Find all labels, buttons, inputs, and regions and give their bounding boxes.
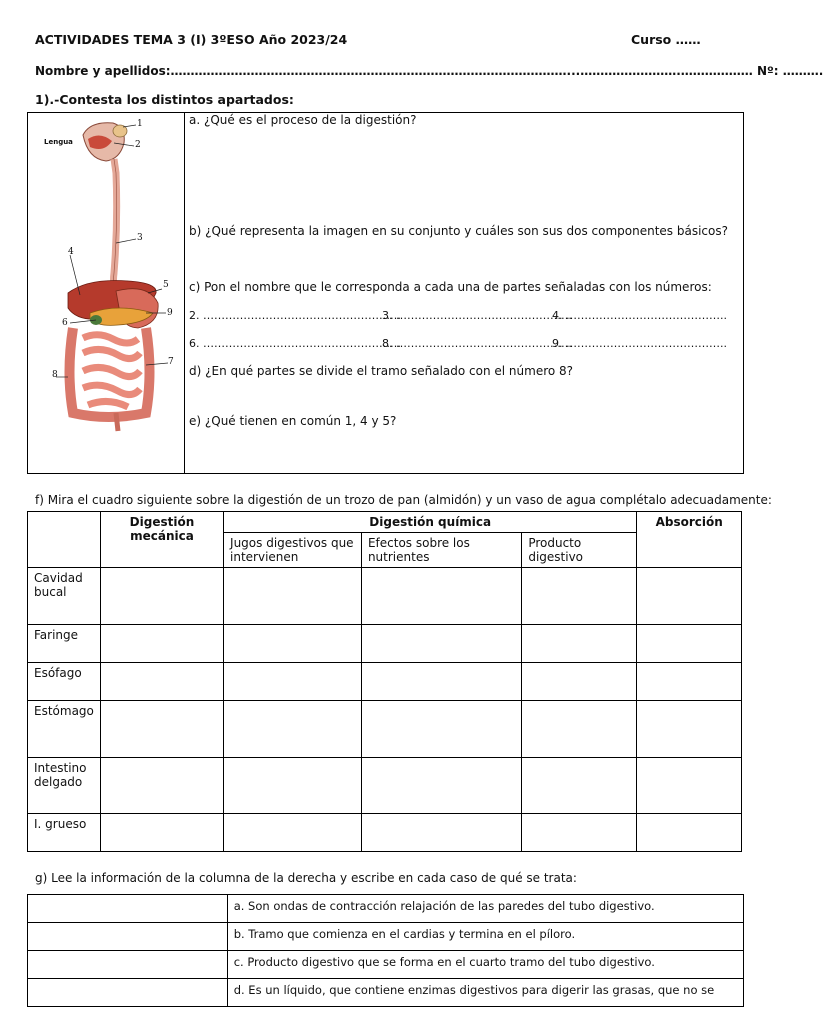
table-cell[interactable]	[100, 568, 223, 625]
label-9: 9	[167, 308, 173, 318]
curso-field: Curso ……	[631, 32, 701, 47]
label-8: 8	[52, 370, 58, 380]
table-cell[interactable]	[637, 568, 742, 625]
definition-cell: c. Producto digestivo que se forma en el cuarto tramo del tubo digestivo.	[227, 951, 743, 979]
table-cell[interactable]	[637, 663, 742, 701]
question-c: c) Pon el nombre que le corresponda a cada una de partes señaladas con los números:	[189, 280, 712, 294]
table-cell[interactable]	[361, 814, 521, 852]
section1-title: 1).-Contesta los distintos apartados:	[35, 92, 294, 107]
table-cell[interactable]	[224, 814, 362, 852]
label-1: 1	[137, 119, 143, 129]
answer-cell[interactable]	[28, 895, 228, 923]
header-jugos: Jugos digestivos que intervienen	[224, 533, 362, 568]
question-b: b) ¿Qué representa la imagen en su conjunto y cuáles son sus dos componentes básicos?	[189, 224, 728, 238]
definition-cell: a. Son ondas de contracción relajación de las paredes del tubo digestivo.	[227, 895, 743, 923]
table-cell[interactable]	[224, 625, 362, 663]
definition-cell: d. Es un líquido, que contiene enzimas digestivos para digerir las grasas, que no se	[227, 979, 743, 1007]
table-cell[interactable]	[361, 568, 521, 625]
label-2: 2	[135, 140, 141, 150]
sectiong-title: g) Lee la información de la columna de la derecha y escribe en cada caso de qué se trata:	[35, 871, 577, 885]
answer-line-2[interactable]: 2. ………………………………………………	[189, 309, 401, 322]
table-cell[interactable]	[224, 663, 362, 701]
digestion-table	[27, 511, 742, 852]
table-cell[interactable]	[522, 568, 637, 625]
table-cell[interactable]	[224, 568, 362, 625]
table-cell[interactable]	[637, 701, 742, 758]
table-cell[interactable]	[637, 814, 742, 852]
definition-cell: b. Tramo que comienza en el cardias y termina en el píloro.	[227, 923, 743, 951]
answer-line-4[interactable]: 4. ……………………………………..	[552, 309, 727, 322]
nombre-field: Nombre y apellidos:………………………………………………………………………………………...…………………….……………… Nº: ……….	[35, 64, 823, 78]
label-7: 7	[168, 357, 174, 367]
question-a: a. ¿Qué es el proceso de la digestión?	[189, 113, 417, 127]
table-cell[interactable]	[361, 758, 521, 814]
header-mecanica: Digestión mecánica	[100, 512, 223, 568]
answer-line-8[interactable]: 8. …………………………………………	[382, 337, 572, 350]
label-lengua: Lengua	[44, 138, 73, 146]
header-absorcion: Absorción	[637, 512, 742, 568]
table-cell[interactable]	[224, 758, 362, 814]
table-cell[interactable]	[100, 663, 223, 701]
table-cell[interactable]	[522, 758, 637, 814]
row-label: I. grueso	[28, 814, 101, 852]
table-cell[interactable]	[522, 814, 637, 852]
question-e: e) ¿Qué tienen en común 1, 4 y 5?	[189, 414, 397, 428]
table-cell[interactable]	[100, 814, 223, 852]
table-cell[interactable]	[361, 663, 521, 701]
table-cell[interactable]	[361, 625, 521, 663]
sectionf-title: f) Mira el cuadro siguiente sobre la digestión de un trozo de pan (almidón) y un vaso de agua complétalo adecuadamente:	[35, 493, 772, 507]
label-6: 6	[62, 318, 68, 328]
header-efectos: Efectos sobre los nutrientes	[361, 533, 521, 568]
answer-cell[interactable]	[28, 979, 228, 1007]
label-3: 3	[137, 233, 143, 243]
row-label: Intestino delgado	[28, 758, 101, 814]
label-5: 5	[163, 280, 169, 290]
worksheet-title: ACTIVIDADES TEMA 3 (I) 3ºESO Año 2023/24	[35, 32, 348, 47]
table-cell[interactable]	[637, 625, 742, 663]
digestive-system-illustration	[28, 113, 184, 473]
answer-line-6[interactable]: 6. ………………………………………………	[189, 337, 401, 350]
table-cell[interactable]	[361, 701, 521, 758]
row-label: Faringe	[28, 625, 101, 663]
table-cell[interactable]	[522, 663, 637, 701]
table-cell[interactable]	[100, 701, 223, 758]
answer-cell[interactable]	[28, 923, 228, 951]
table-cell[interactable]	[100, 758, 223, 814]
question-d: d) ¿En qué partes se divide el tramo señalado con el número 8?	[189, 364, 574, 378]
answer-line-3[interactable]: 3. …………………………………………	[382, 309, 572, 322]
table-cell[interactable]	[637, 758, 742, 814]
answer-line-9[interactable]: 9. ……………………………………..	[552, 337, 727, 350]
header-producto: Producto digestivo	[522, 533, 637, 568]
label-4: 4	[68, 247, 74, 257]
table-cell[interactable]	[100, 625, 223, 663]
header-empty	[28, 512, 101, 568]
answer-cell[interactable]	[28, 951, 228, 979]
table-cell[interactable]	[522, 625, 637, 663]
matching-table	[27, 894, 744, 1007]
header-quimica: Digestión química	[224, 512, 637, 533]
digestive-diagram	[28, 113, 185, 473]
table-cell[interactable]	[224, 701, 362, 758]
row-label: Cavidad bucal	[28, 568, 101, 625]
row-label: Estómago	[28, 701, 101, 758]
table-cell[interactable]	[522, 701, 637, 758]
row-label: Esófago	[28, 663, 101, 701]
